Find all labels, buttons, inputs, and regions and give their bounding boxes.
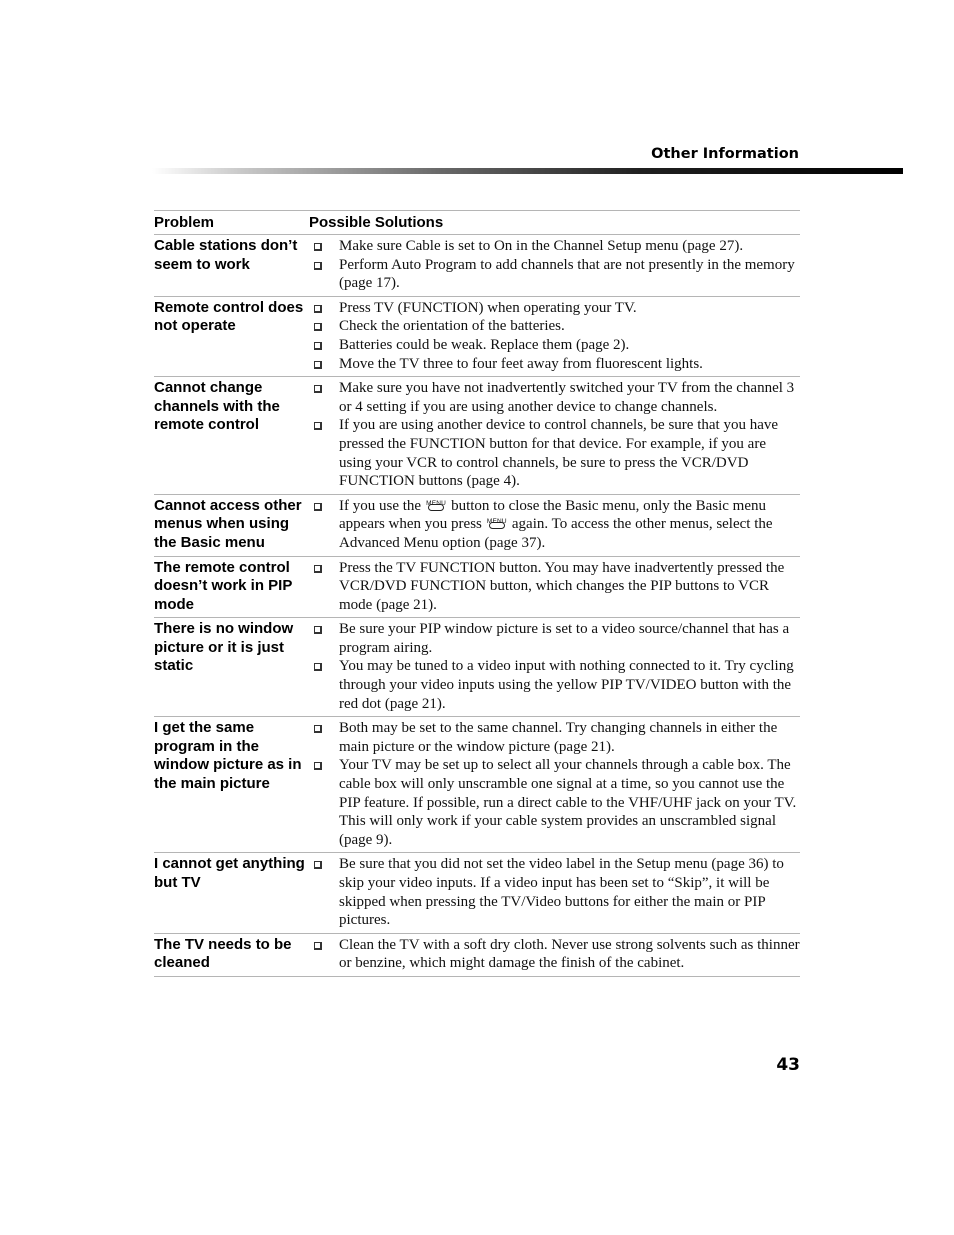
- checkbox-bullet-icon: [314, 305, 322, 313]
- checkbox-bullet-icon: [314, 663, 322, 671]
- table-row: [154, 557, 800, 619]
- solution-list: [313, 235, 800, 296]
- checkbox-bullet-icon: [314, 503, 322, 511]
- solution-list: [313, 557, 800, 618]
- problem-text: The remote control doesn’t work in PIP mode: [154, 558, 293, 613]
- solution-item: Be sure that you did not set the video label in the Setup menu (page 36) to skip your video inputs. If a video input has been set to “Skip”, it will be skipped when pressing the TV/Video buttons for either the main or PIP pictures.: [313, 855, 800, 929]
- problem-text: The TV needs to be cleaned: [154, 935, 292, 972]
- checkbox-bullet-icon: [314, 861, 322, 869]
- solution-item: Be sure your PIP window picture is set to a video source/channel that has a program airing.: [313, 620, 800, 657]
- solution-item: Press the TV FUNCTION button. You may have inadvertently pressed the VCR/DVD FUNCTION button, which changes the PIP buttons to VCR mode (page 21).: [313, 559, 800, 615]
- table-row: [154, 235, 800, 297]
- solution-item: You may be tuned to a video input with nothing connected to it. Try cycling through your video inputs using the yellow PIP TV/VIDEO button with the red dot (page 21).: [313, 657, 800, 713]
- table-row: [154, 934, 800, 977]
- menu-button-icon: MENU: [425, 498, 447, 512]
- problem-text: I cannot get anything but TV: [154, 855, 305, 891]
- solution-item: If you are using another device to control channels, be sure that you have pressed the FUNCTION button for that device. For example, if you are using your VCR to control channels, be sure to press the VCR/DVD FUNCTION buttons (page 4).: [313, 416, 800, 490]
- solution-item: Check the orientation of the batteries.: [313, 317, 800, 336]
- section-title: Other Information: [651, 146, 799, 162]
- checkbox-bullet-icon: [314, 565, 322, 573]
- solution-item: Make sure you have not inadvertently switched your TV from the channel 3 or 4 setting if you are using another device to change channels.: [313, 379, 800, 416]
- checkbox-bullet-icon: [314, 942, 322, 950]
- checkbox-bullet-icon: [314, 762, 322, 770]
- table-row: [154, 297, 800, 377]
- problem-text: Cannot access other menus when using the Basic menu: [154, 496, 302, 551]
- checkbox-bullet-icon: [314, 262, 322, 270]
- solution-item: Both may be set to the same channel. Try changing channels in either the main picture or the window picture (page 21).: [313, 719, 800, 756]
- checkbox-bullet-icon: [314, 361, 322, 369]
- problem-text: Cannot change channels with the remote control: [154, 379, 280, 434]
- solution-list: [313, 618, 800, 716]
- table-row: [154, 853, 800, 933]
- column-header-problem: Problem: [154, 214, 215, 231]
- solution-item: Batteries could be weak. Replace them (page 2).: [313, 336, 800, 355]
- page-number: 43: [776, 1055, 800, 1075]
- solution-item: Your TV may be set up to select all your channels through a cable box. The cable box will only unscramble one signal at a time, so you cannot use the PIP feature. If possible, run a direct cable to the VHF/UHF jack on your TV. This will only work if your cable system provides an unscrambled signal (page 9).: [313, 756, 800, 849]
- solution-item: Perform Auto Program to add channels that are not presently in the memory (page 17).: [313, 256, 800, 293]
- solution-item: Move the TV three to four feet away from fluorescent lights.: [313, 355, 800, 374]
- solution-item: If you use the MENU button to close the Basic menu, only the Basic menu appears when you press MENU again. To access the other menus, select the Advanced Menu option (page 37).: [313, 497, 800, 553]
- checkbox-bullet-icon: [314, 342, 322, 350]
- solution-list: [313, 297, 800, 376]
- checkbox-bullet-icon: [314, 385, 322, 393]
- header-rule: [152, 168, 903, 174]
- table-row: [154, 377, 800, 495]
- column-header-solutions: Possible Solutions: [309, 214, 444, 231]
- solution-list: [313, 717, 800, 852]
- table-row: [154, 717, 800, 853]
- solution-list: [313, 853, 800, 932]
- checkbox-bullet-icon: [314, 243, 322, 251]
- problem-text: Cable stations don’t seem to work: [154, 237, 298, 273]
- solution-list: [313, 495, 800, 556]
- solution-list: [313, 934, 800, 976]
- solution-list: [313, 377, 800, 494]
- solution-item: Clean the TV with a soft dry cloth. Never use strong solvents such as thinner or benzine, which might damage the finish of the cabinet.: [313, 936, 800, 973]
- checkbox-bullet-icon: [314, 323, 322, 331]
- checkbox-bullet-icon: [314, 725, 322, 733]
- checkbox-bullet-icon: [314, 422, 322, 430]
- table-header-row: [154, 211, 800, 235]
- problem-text: Remote control does not operate: [154, 298, 304, 335]
- problem-text: I get the same program in the window picture as in the main picture: [154, 719, 302, 793]
- troubleshooting-table: [154, 210, 800, 977]
- table-row: [154, 618, 800, 717]
- checkbox-bullet-icon: [314, 626, 322, 634]
- solution-item: Press TV (FUNCTION) when operating your TV.: [313, 299, 800, 318]
- menu-button-icon: MENU: [486, 516, 508, 530]
- problem-text: There is no window picture or it is just static: [154, 620, 294, 675]
- table-row: [154, 495, 800, 557]
- solution-item: Make sure Cable is set to On in the Channel Setup menu (page 27).: [313, 237, 800, 256]
